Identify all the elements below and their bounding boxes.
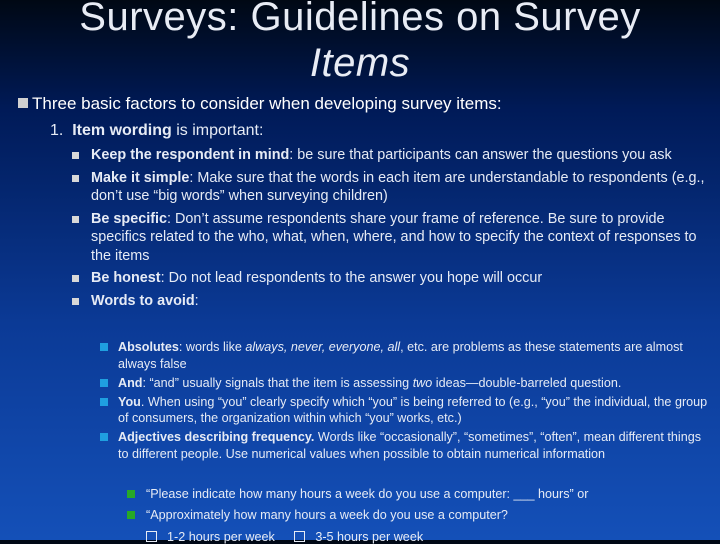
option-label: 3-5 hours per week bbox=[315, 530, 424, 544]
item-text: . When using “you” clearly specify which “you” is being referred to (e.g., “you” the individual, the group of consumers, the organization within which “you” works, etc.) bbox=[118, 394, 708, 425]
point-1 bbox=[50, 122, 263, 140]
square-bullet-icon bbox=[100, 433, 108, 441]
title-line-2: Items bbox=[309, 41, 411, 85]
square-bullet-icon bbox=[18, 98, 28, 108]
examples-list bbox=[127, 486, 707, 527]
item-text: Words like “occasionally”, “sometimes”, “often”, mean different things to different people. Use numerical values when possible to obtain numerical information bbox=[118, 430, 702, 461]
item-bold: Be honest bbox=[91, 270, 161, 286]
item-text-end: , etc. are problems as these statements are almost always false bbox=[118, 340, 683, 371]
point-rest: is important: bbox=[171, 122, 264, 139]
item-text: : bbox=[194, 292, 199, 309]
item-bold: Make it simple bbox=[91, 169, 190, 186]
square-bullet-icon bbox=[100, 379, 108, 387]
example-text: “Please indicate how many hours a week do you use a computer: ___ hours” or bbox=[146, 487, 589, 501]
point-number: 1. bbox=[50, 122, 64, 139]
guidelines-list bbox=[72, 146, 712, 314]
intro-bullet bbox=[18, 94, 502, 114]
list-item bbox=[72, 210, 712, 266]
words-to-avoid-list bbox=[100, 339, 712, 465]
square-bullet-icon bbox=[72, 298, 79, 305]
title-line-1: Surveys: Guidelines on Survey bbox=[79, 0, 641, 39]
list-item bbox=[100, 394, 712, 427]
item-bold: Absolutes bbox=[118, 340, 179, 354]
checkbox-icon bbox=[294, 531, 305, 542]
list-item bbox=[100, 375, 712, 392]
item-text: : Make sure that the words in each item are understandable to respondents (e.g., don’t use “big words” when surveying children) bbox=[91, 169, 705, 204]
option-item bbox=[294, 530, 423, 544]
intro-text: Three basic factors to consider when developing survey items: bbox=[32, 94, 502, 113]
list-item bbox=[72, 292, 712, 311]
item-text-end: ideas—double-barreled question. bbox=[432, 375, 622, 390]
square-bullet-icon bbox=[127, 490, 135, 498]
list-item bbox=[100, 339, 712, 372]
item-bold: Adjectives describing frequency. bbox=[118, 430, 315, 444]
checkbox-icon bbox=[146, 531, 157, 542]
item-text: : Don’t assume respondents share your frame of reference. Be sure to provide specifics related to the who, what, when, where, and how to specify the context of responses to the items bbox=[91, 210, 697, 264]
square-bullet-icon bbox=[72, 275, 79, 282]
item-bold: Keep the respondent in mind bbox=[91, 147, 290, 163]
item-text: : “and” usually signals that the item is assessing bbox=[142, 375, 413, 390]
list-item bbox=[127, 507, 707, 524]
slide-title bbox=[0, 0, 720, 86]
square-bullet-icon bbox=[100, 398, 108, 406]
item-italic: always, never, everyone, all bbox=[245, 340, 401, 354]
square-bullet-icon bbox=[127, 511, 135, 519]
item-text: : Do not lead respondents to the answer you hope will occur bbox=[160, 270, 543, 286]
answer-options bbox=[146, 530, 439, 544]
item-italic: two bbox=[412, 375, 433, 390]
option-label: 1-2 hours per week bbox=[167, 530, 275, 544]
example-text: “Approximately how many hours a week do you use a computer? bbox=[146, 507, 508, 522]
point-bold: Item wording bbox=[72, 122, 172, 139]
list-item bbox=[100, 429, 712, 462]
item-text: : be sure that participants can answer the questions you ask bbox=[289, 147, 672, 163]
square-bullet-icon bbox=[72, 175, 79, 182]
item-bold: And bbox=[118, 375, 143, 390]
list-item bbox=[72, 169, 712, 206]
square-bullet-icon bbox=[100, 343, 108, 351]
square-bullet-icon bbox=[72, 152, 79, 159]
square-bullet-icon bbox=[72, 216, 79, 223]
list-item bbox=[127, 486, 707, 503]
item-bold: Words to avoid bbox=[91, 292, 195, 309]
list-item bbox=[72, 269, 712, 288]
item-bold: Be specific bbox=[91, 210, 167, 227]
item-text: : words like bbox=[178, 340, 246, 354]
item-bold: You bbox=[118, 394, 141, 409]
list-item bbox=[72, 146, 712, 165]
option-item bbox=[146, 530, 275, 544]
